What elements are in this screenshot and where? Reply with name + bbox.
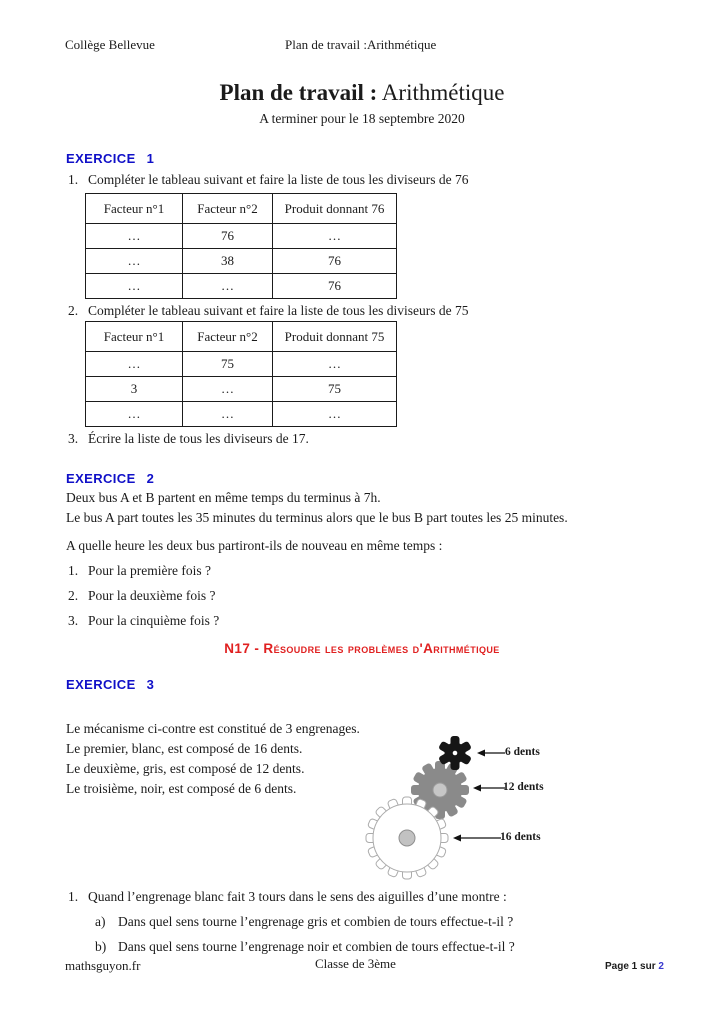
exercise3-heading: EXERCICE 3 bbox=[66, 677, 155, 692]
white-gear-16-teeth bbox=[366, 797, 448, 879]
gears-illustration bbox=[355, 720, 585, 890]
exercise2-heading: EXERCICE 2 bbox=[66, 471, 155, 486]
gear-label-6-dents: 6 dents bbox=[505, 746, 540, 758]
table-cell: … bbox=[86, 249, 183, 274]
objective-heading: N17 - Résoudre les problèmes d'Arithmétique bbox=[224, 641, 500, 656]
table-cell: … bbox=[86, 402, 183, 427]
footer-class: Classe de 3ème bbox=[315, 956, 396, 971]
item-text: Dans quel sens tourne l’engrenage gris et combien de tours effectue-t-il ? bbox=[118, 914, 514, 929]
exercise2-item2 bbox=[68, 587, 468, 605]
table-cell: 75 bbox=[183, 352, 273, 377]
item-text: Quand l’engrenage blanc fait 3 tours dans le sens des aiguilles d’une montre : bbox=[88, 889, 507, 904]
table-header-row bbox=[86, 194, 397, 224]
exercise2-statement bbox=[66, 488, 696, 528]
table-cell: … bbox=[86, 224, 183, 249]
statement-line: Le deuxième, gris, est composé de 12 dents. bbox=[66, 761, 305, 776]
table-cell: … bbox=[273, 352, 397, 377]
table-cell: 3 bbox=[86, 377, 183, 402]
item-number: 1. bbox=[68, 563, 79, 578]
column-header: Facteur n°2 bbox=[183, 194, 273, 224]
table-cell: 76 bbox=[273, 274, 397, 299]
item-text: Compléter le tableau suivant et faire la liste de tous les diviseurs de 76 bbox=[88, 172, 469, 187]
table-header-row bbox=[86, 322, 397, 352]
column-header: Produit donnant 75 bbox=[273, 322, 397, 352]
exercise1-item1 bbox=[68, 171, 688, 189]
table-cell: … bbox=[183, 274, 273, 299]
item-text: Compléter le tableau suivant et faire la liste de tous les diviseurs de 75 bbox=[88, 303, 469, 318]
exercise2-question: A quelle heure les deux bus partiront-ils de nouveau en même temps : bbox=[66, 538, 443, 553]
page-title bbox=[0, 80, 724, 106]
gear-label-12-dents: 12 dents bbox=[503, 781, 544, 793]
item-number: 1. bbox=[68, 889, 79, 904]
table-cell: 76 bbox=[183, 224, 273, 249]
column-header: Facteur n°2 bbox=[183, 322, 273, 352]
item-number: 1. bbox=[68, 172, 79, 187]
table-cell: … bbox=[86, 274, 183, 299]
table-cell: 75 bbox=[273, 377, 397, 402]
table-row bbox=[86, 402, 397, 427]
statement-line: Deux bus A et B partent en même temps du terminus à 7h. bbox=[66, 490, 381, 505]
table-row bbox=[86, 224, 397, 249]
item-text: Écrire la liste de tous les diviseurs de 17. bbox=[88, 431, 309, 446]
table-cell: … bbox=[273, 402, 397, 427]
footer-page-number: Page 1 sur 2 bbox=[605, 961, 664, 972]
exercise3-question1 bbox=[68, 888, 698, 906]
exercise1-heading: EXERCICE 1 bbox=[66, 151, 155, 166]
table-cell: … bbox=[183, 377, 273, 402]
table-cell: 38 bbox=[183, 249, 273, 274]
item-number: 3. bbox=[68, 613, 79, 628]
item-text: Pour la deuxième fois ? bbox=[88, 588, 216, 603]
exercise3-question1b bbox=[95, 938, 695, 956]
page-title-regular: Arithmétique bbox=[377, 80, 505, 105]
item-text: Dans quel sens tourne l’engrenage noir et combien de tours effectue-t-il ? bbox=[118, 939, 515, 954]
item-text: Pour la cinquième fois ? bbox=[88, 613, 220, 628]
exercise2-item3 bbox=[68, 612, 468, 630]
table-cell: … bbox=[183, 402, 273, 427]
table-cell: 76 bbox=[273, 249, 397, 274]
table-cell: … bbox=[86, 352, 183, 377]
statement-line: Le bus A part toutes les 35 minutes du terminus alors que le bus B part toutes les 25 minutes. bbox=[66, 510, 568, 525]
table-row bbox=[86, 352, 397, 377]
table-row bbox=[86, 377, 397, 402]
column-header: Facteur n°1 bbox=[86, 194, 183, 224]
exercise3-question1a bbox=[95, 913, 695, 931]
item-number: 2. bbox=[68, 303, 79, 318]
exercise2-item1 bbox=[68, 562, 468, 580]
exercise1-item2 bbox=[68, 302, 688, 320]
exercise3-statement bbox=[66, 719, 376, 799]
header-doc-title: Plan de travail :Arithmétique bbox=[285, 37, 437, 52]
table-cell: … bbox=[273, 224, 397, 249]
column-header: Produit donnant 76 bbox=[273, 194, 397, 224]
item-text: Pour la première fois ? bbox=[88, 563, 211, 578]
column-header: Facteur n°1 bbox=[86, 322, 183, 352]
table-row bbox=[86, 274, 397, 299]
statement-line: Le mécanisme ci-contre est constitué de 3 engrenages. bbox=[66, 721, 360, 736]
divisors-table-76 bbox=[85, 193, 397, 299]
header-school: Collège Bellevue bbox=[65, 37, 155, 52]
item-number: 2. bbox=[68, 588, 79, 603]
exercise1-item3 bbox=[68, 430, 688, 448]
item-letter: b) bbox=[95, 939, 107, 954]
item-number: 3. bbox=[68, 431, 79, 446]
divisors-table-75 bbox=[85, 321, 397, 427]
statement-line: Le premier, blanc, est composé de 16 dents. bbox=[66, 741, 303, 756]
page-subtitle: A terminer pour le 18 septembre 2020 bbox=[259, 111, 465, 126]
statement-line: Le troisième, noir, est composé de 6 dents. bbox=[66, 781, 297, 796]
gear-label-16-dents: 16 dents bbox=[500, 831, 541, 843]
item-letter: a) bbox=[95, 914, 106, 929]
page-title-bold: Plan de travail : bbox=[219, 80, 378, 105]
footer-site: mathsguyon.fr bbox=[65, 958, 141, 973]
table-row bbox=[86, 249, 397, 274]
